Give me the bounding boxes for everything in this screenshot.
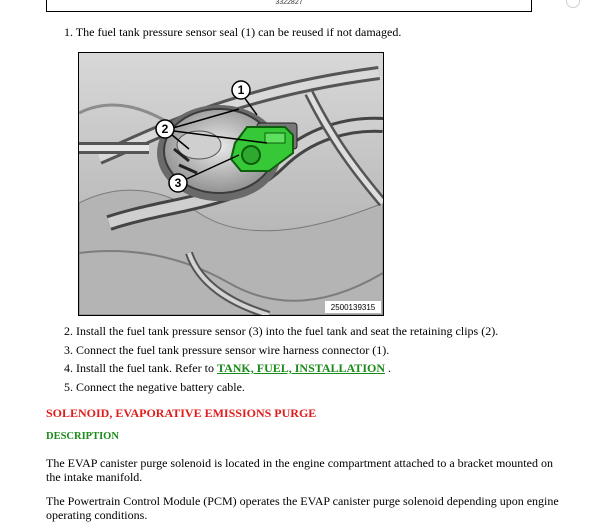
svg-text:2: 2 bbox=[161, 122, 169, 136]
callout-3 bbox=[169, 174, 187, 192]
step-number: 2. bbox=[64, 324, 73, 338]
step-number: 1. bbox=[64, 25, 73, 39]
step-text: Connect the fuel tank pressure sensor wire harness connector (1). bbox=[76, 343, 390, 357]
step-text: Connect the negative battery cable. bbox=[76, 380, 245, 394]
step-text: Install the fuel tank pressure sensor (3) into the fuel tank and seat the retaining clips (2). bbox=[76, 324, 499, 338]
step-number: 5. bbox=[64, 380, 73, 394]
step-text: Install the fuel tank. Refer to bbox=[76, 361, 217, 375]
previous-figure-id: 3322827 bbox=[275, 0, 303, 6]
scroll-corner-indicator bbox=[566, 0, 580, 8]
tank-fuel-installation-link[interactable]: TANK, FUEL, INSTALLATION bbox=[216, 361, 385, 375]
callout-2 bbox=[156, 120, 174, 138]
callout-1 bbox=[232, 81, 250, 99]
svg-text:1: 1 bbox=[237, 83, 245, 97]
svg-text:2500139315: 2500139315 bbox=[330, 303, 376, 312]
figure-id-label bbox=[325, 301, 381, 313]
step-5 bbox=[64, 380, 245, 395]
section-title: SOLENOID, EVAPORATIVE EMISSIONS PURGE bbox=[46, 406, 317, 420]
paragraph-1: The EVAP canister purge solenoid is located in the engine compartment attached to a bracket mounted on the intake manifold. bbox=[46, 456, 553, 484]
step-4 bbox=[64, 361, 391, 376]
step-text-end: . bbox=[384, 361, 391, 375]
step-number: 3. bbox=[64, 343, 73, 357]
previous-figure-frame bbox=[46, 0, 532, 12]
fuel-tank-pressure-sensor-figure bbox=[78, 52, 384, 316]
step-text: The fuel tank pressure sensor seal (1) can be reused if not damaged. bbox=[75, 25, 402, 39]
paragraph-2: The Powertrain Control Module (PCM) operates the EVAP canister purge solenoid depending upon engine operating conditions. bbox=[46, 494, 559, 522]
sensor-illustration bbox=[79, 53, 383, 315]
section-subtitle: DESCRIPTION bbox=[46, 431, 119, 442]
step-2 bbox=[64, 324, 498, 339]
svg-text:3: 3 bbox=[174, 176, 182, 190]
step-3 bbox=[64, 343, 389, 358]
step-1 bbox=[64, 25, 401, 40]
step-number: 4. bbox=[64, 361, 73, 375]
